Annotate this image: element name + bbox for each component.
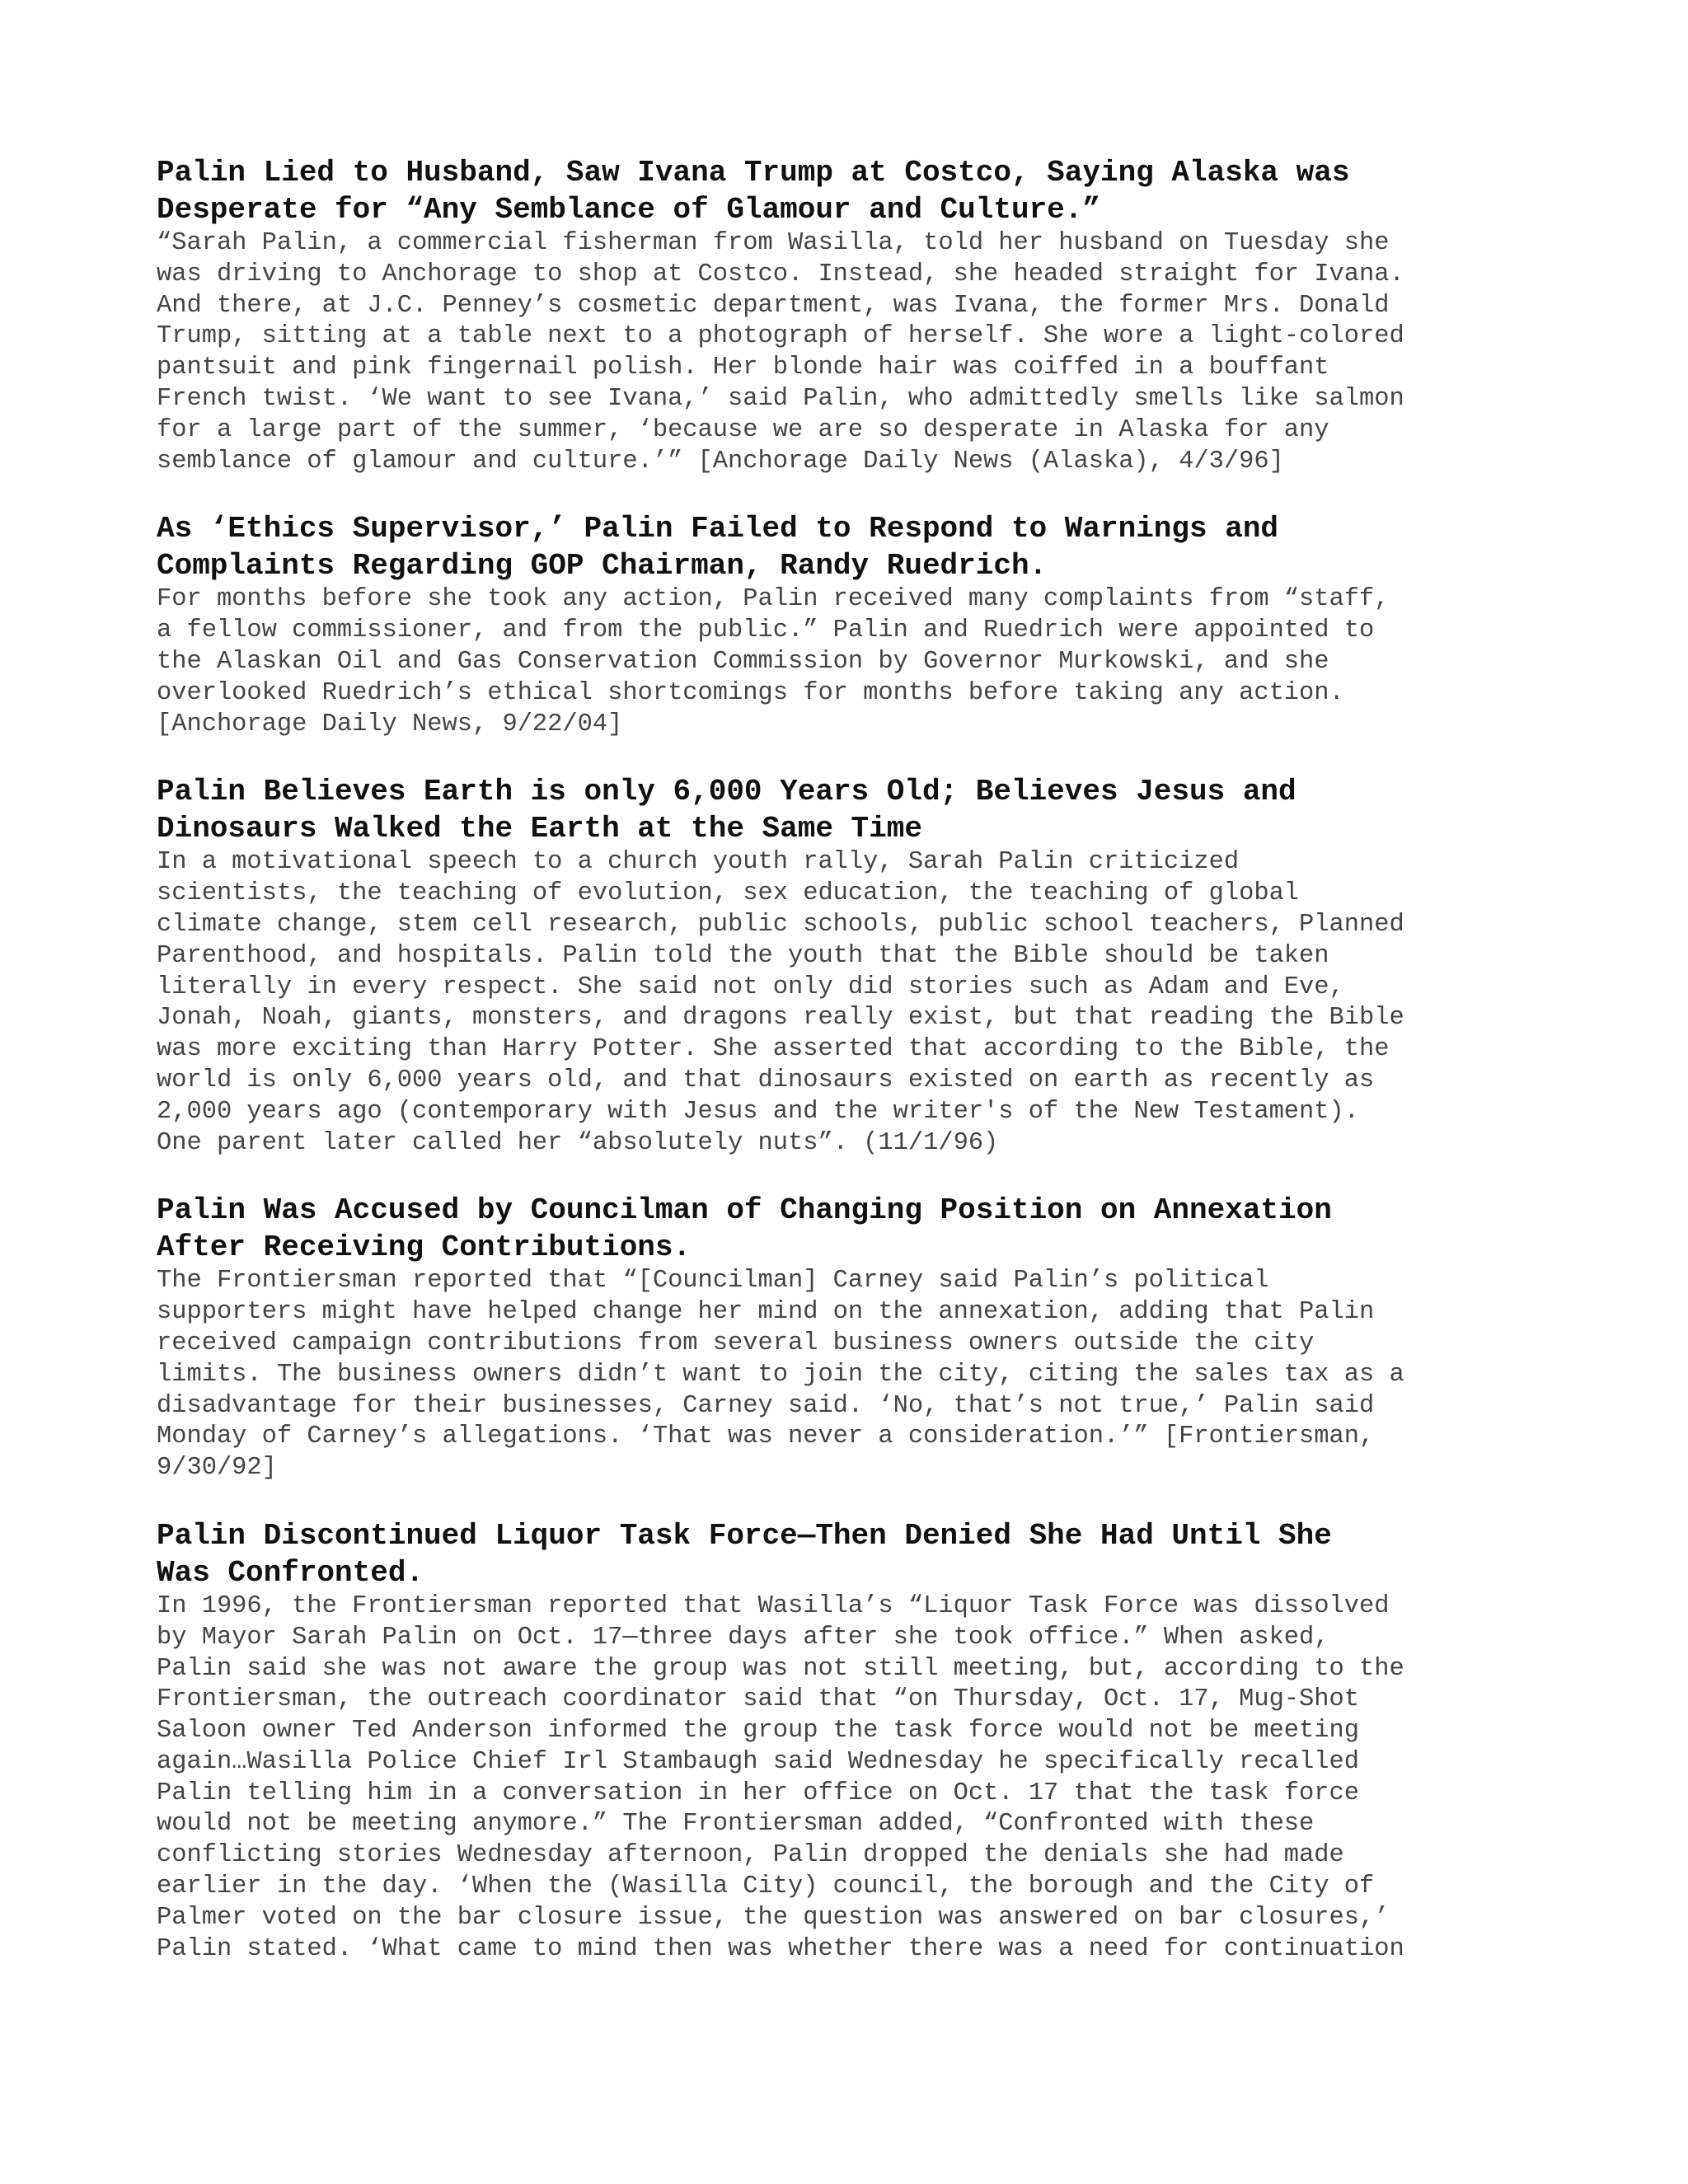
article-body: The Frontiersman reported that “[Councilman] Carney said Palin’s political supporters might have helped change her mind on the annexation, adding that Palin received campaign contributions from several business owners outside the city limits. The business owners didn’t want to join the city, citing the sales tax as a disadvantage for their businesses, Carney said. ‘No, that’s not true,’ Palin said Monday of Carney’s allegations. ‘That was never a consideration.’” [Frontiersman, 9/30/92] — [157, 1267, 1404, 1483]
article-headline: Palin Discontinued Liquor Task Force—Then Denied She Had Until She Was Confronted. — [157, 1518, 1332, 1590]
article-headline: Palin Lied to Husband, Saw Ivana Trump at Costco, Saying Alaska was Desperate for “Any Semblance of Glamour and Culture.” — [157, 156, 1350, 227]
article-headline: Palin Believes Earth is only 6,000 Years Old; Believes Jesus and Dinosaurs Walked the Earth at the Same Time — [157, 775, 1296, 846]
article-ethics-supervisor — [157, 510, 1541, 740]
article-ivana-trump — [157, 154, 1541, 477]
article-body: In 1996, the Frontiersman reported that Wasilla’s “Liquor Task Force was dissolved by Mayor Sarah Palin on Oct. 17—three days after she took office.” When asked, Palin said she was not aware the group was not still meeting, but, according to the Frontiersman, the outreach coordinator said that “on Thursday, Oct. 17, Mug-Shot Saloon owner Ted Anderson informed the group the task force would not be meeting again…Wasilla Police Chief Irl Stambaugh said Wednesday he specifically recalled Palin telling him in a conversation in her office on Oct. 17 that the task force would not be meeting anymore.” The Frontiersman added, “Confronted with these conflicting stories Wednesday afternoon, Palin dropped the denials she had made earlier in the day. ‘When the (Wasilla City) council, the borough and the City of Palmer voted on the bar closure issue, the question was answered on bar closures,’ Palin stated. ‘What came to mind then was whether there was a need for continuation — [157, 1591, 1404, 1963]
article-body: “Sarah Palin, a commercial fisherman from Wasilla, told her husband on Tuesday she was driving to Anchorage to shop at Costco. Instead, she headed straight for Ivana. And there, at J.C. Penney’s cosmetic department, was Ivana, the former Mrs. Donald Trump, sitting at a table next to a photograph of herself. She wore a light-colored pantsuit and pink fingernail polish. Her blonde hair was coiffed in a bouffant French twist. ‘We want to see Ivana,’ said Palin, who admittedly smells like salmon for a large part of the summer, ‘because we are so desperate in Alaska for any semblance of glamour and culture.’” [Anchorage Daily News (Alaska), 4/3/96] — [157, 229, 1404, 476]
article-annexation — [157, 1192, 1541, 1484]
document-page — [157, 154, 1541, 1998]
article-body: In a motivational speech to a church youth rally, Sarah Palin criticized scientists, the teaching of evolution, sex education, the teaching of global climate change, stem cell research, public schools, public school teachers, Planned Parenthood, and hospitals. Palin told the youth that the Bible should be taken literally in every respect. She said not only did stories such as Adam and Eve, Jonah, Noah, giants, monsters, and dragons really exist, but that reading the Bible was more exciting than Harry Potter. She asserted that according to the Bible, the world is only 6,000 years old, and that dinosaurs existed on earth as recently as 2,000 years ago (contemporary with Jesus and the writer's of the New Testament). One parent later called her “absolutely nuts”. (11/1/96) — [157, 848, 1404, 1157]
article-headline: Palin Was Accused by Councilman of Changing Position on Annexation After Receiving Contributions. — [157, 1193, 1332, 1265]
article-headline: As ‘Ethics Supervisor,’ Palin Failed to Respond to Warnings and Complaints Regarding GOP Chairman, Randy Ruedrich. — [157, 512, 1279, 583]
article-earth-age — [157, 773, 1541, 1159]
article-body: For months before she took any action, Palin received many complaints from “staff, a fellow commissioner, and from the public.” Palin and Ruedrich were appointed to the Alaskan Oil and Gas Conservation Commission by Governor Murkowski, and she overlooked Ruedrich’s ethical shortcomings for months before taking any action. [Anchorage Daily News, 9/22/04] — [157, 585, 1390, 738]
article-liquor-task-force — [157, 1517, 1541, 1966]
